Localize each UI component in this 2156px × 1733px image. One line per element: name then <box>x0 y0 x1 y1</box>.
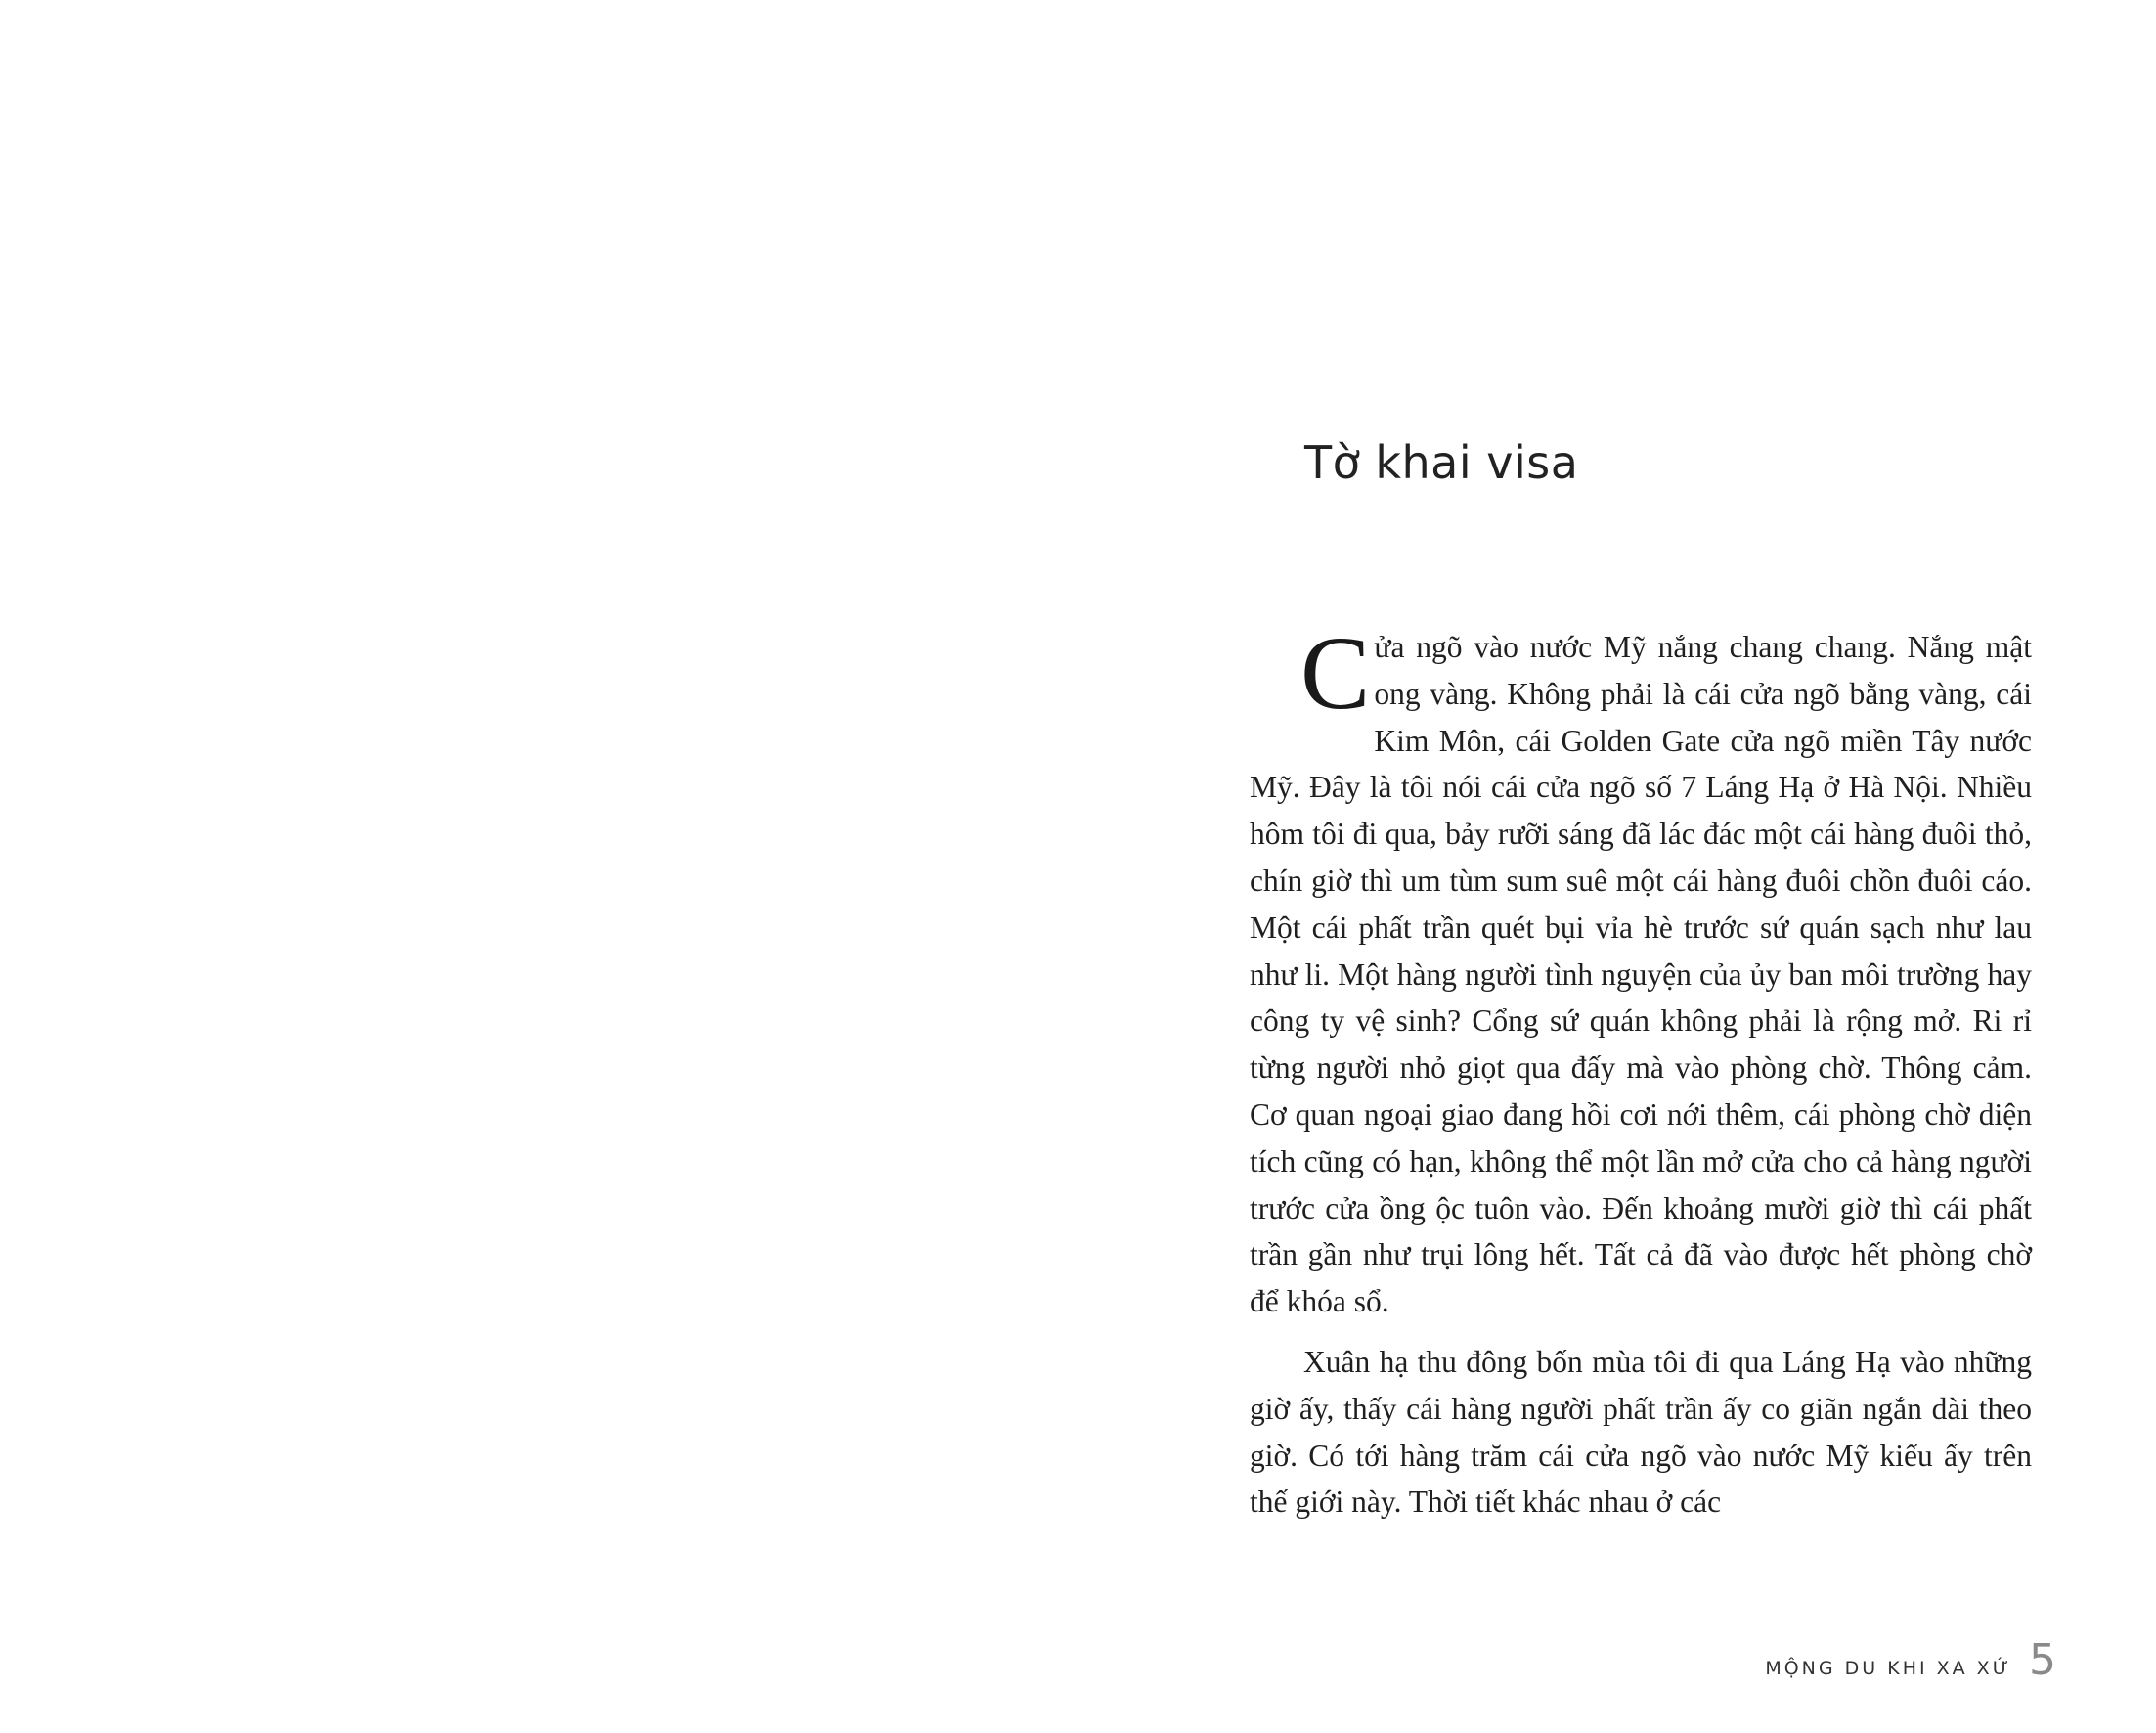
paragraph-1-text: ửa ngõ vào nước Mỹ nắng chang chang. Nắng mật ong vàng. Không phải là cái cửa ngõ bằng vàng, cái Kim Môn, cái Golden Gate cửa ngõ miền Tây nước Mỹ. Đây là tôi nói cái cửa ngõ số 7 Láng Hạ ở Hà Nội. Nhiều hôm tôi đi qua, bảy rưỡi sáng đã lác đác một cái hàng đuôi thỏ, chín giờ thì um tùm sum suê một cái hàng đuôi chồn đuôi cáo. Một cái phất trần quét bụi vỉa hè trước sứ quán sạch như lau như li. Một hàng người tình nguyện của ủy ban môi trường hay công ty vệ sinh? Cổng sứ quán không phải là rộng mở. Ri rỉ từng người nhỏ giọt qua đấy mà vào phòng chờ. Thông cảm. Cơ quan ngoại giao đang hồi cơi nới thêm, cái phòng chờ diện tích cũng có hạn, không thể một lần mở cửa cho cả hàng người trước cửa ồng ộc tuôn vào. Đến khoảng mười giờ thì cái phất trần gần như trụi lông hết. Tất cả đã vào được hết phòng chờ để khóa sổ. <box>1250 630 2032 1319</box>
paragraph-2: Xuân hạ thu đông bốn mùa tôi đi qua Láng Hạ vào những giờ ấy, thấy cái hàng người phất trần ấy co giãn ngắn dài theo giờ. Có tới hàng trăm cái cửa ngõ vào nước Mỹ kiểu ấy trên thế giới này. Thời tiết khác nhau ở các <box>1250 1344 2032 1520</box>
running-footer <box>1765 1635 2056 1685</box>
chapter-title: Tờ khai visa <box>1304 436 1579 489</box>
page-number: 5 <box>2029 1635 2056 1685</box>
drop-cap-letter: C <box>1300 616 1371 732</box>
footer-book-title: MỘNG DU KHI XA XỨ <box>1765 1658 2011 1679</box>
chapter-body <box>1250 616 2032 1526</box>
paragraph-1 <box>1250 616 2032 1325</box>
